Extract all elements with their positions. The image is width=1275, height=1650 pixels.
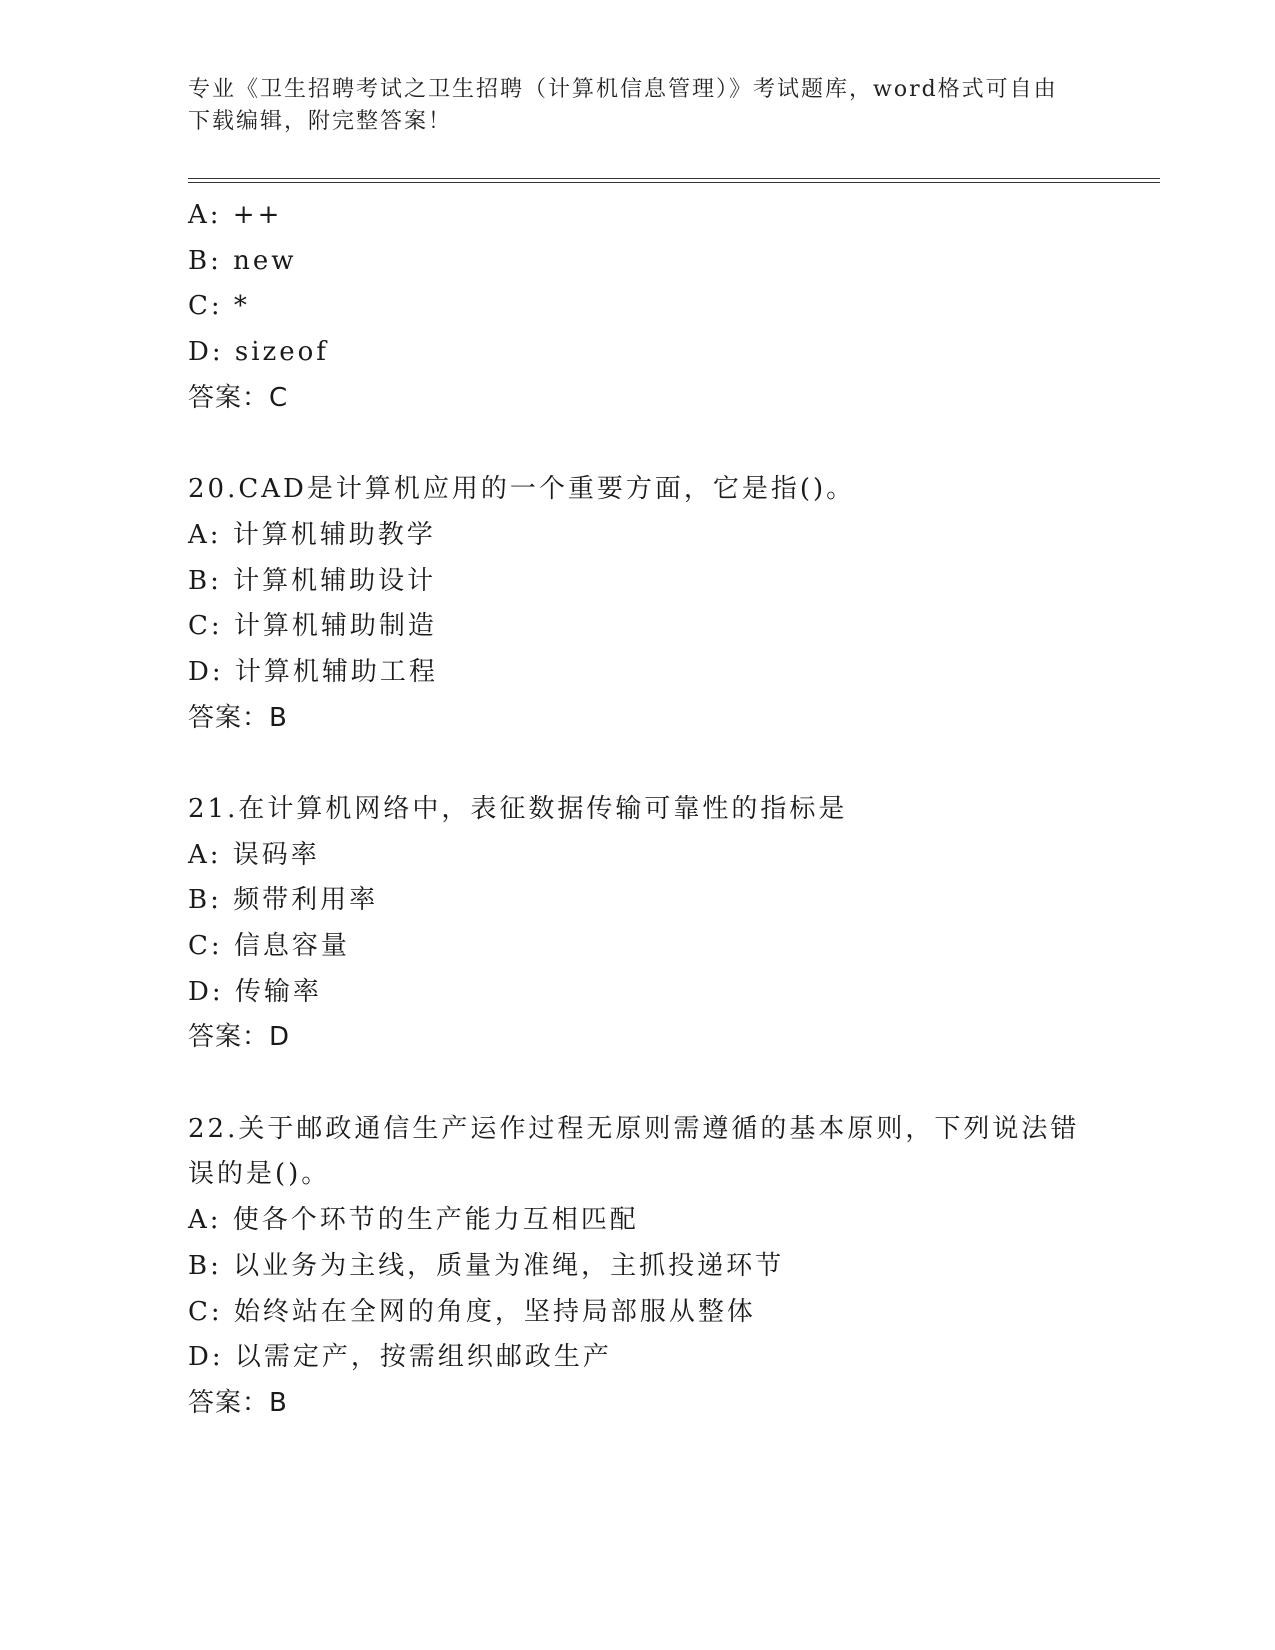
option-a: A: ++ — [188, 200, 283, 230]
option-d: D: sizeof — [188, 337, 329, 368]
option-c: C: 信息容量 — [188, 931, 350, 961]
answer-line: 答案：B — [188, 1387, 288, 1418]
option-d: D: 以需定产，按需组织邮政生产 — [188, 1342, 612, 1373]
answer-line: 答案：C — [188, 382, 289, 413]
question-stem: 20.CAD是计算机应用的一个重要方面，它是指()。 — [188, 474, 856, 505]
option-d: D: 计算机辅助工程 — [188, 656, 438, 687]
option-b: B: 频带利用率 — [188, 885, 379, 916]
spacer — [188, 421, 1088, 467]
question-block-22 — [188, 1107, 1088, 1427]
spacer — [188, 741, 1088, 787]
header-divider-secondary — [188, 182, 1160, 183]
option-a: A: 计算机辅助教学 — [188, 519, 436, 550]
question-stem: 22.关于邮政通信生产运作过程无原则需遵循的基本原则，下列说法错误的是()。 — [188, 1113, 1080, 1190]
option-c: C: 始终站在全网的角度，坚持局部服从整体 — [188, 1296, 756, 1327]
option-b: B: new — [188, 245, 297, 276]
header-divider — [188, 178, 1160, 179]
option-b: B: 计算机辅助设计 — [188, 565, 437, 596]
option-b: B: 以业务为主线，质量为准绳，主抓投递环节 — [188, 1250, 785, 1281]
answer-line: 答案：B — [188, 702, 288, 733]
spacer — [188, 1061, 1088, 1107]
option-a: A: 使各个环节的生产能力互相匹配 — [188, 1205, 639, 1236]
question-block-21 — [188, 787, 1088, 1061]
option-a: A: 误码率 — [188, 839, 320, 870]
option-d: D: 传输率 — [188, 976, 322, 1007]
option-c: C: * — [188, 291, 250, 322]
answer-line: 答案：D — [188, 1022, 291, 1053]
question-block-20 — [188, 467, 1088, 741]
question-list — [188, 193, 1088, 1427]
previous-question-block — [188, 193, 1088, 421]
document-header: 专业《卫生招聘考试之卫生招聘（计算机信息管理）》考试题库，word格式可自由下载编辑，附完整答案！ — [188, 77, 1058, 134]
option-c: C: 计算机辅助制造 — [188, 611, 437, 642]
question-stem: 21.在计算机网络中，表征数据传输可靠性的指标是 — [188, 793, 848, 824]
